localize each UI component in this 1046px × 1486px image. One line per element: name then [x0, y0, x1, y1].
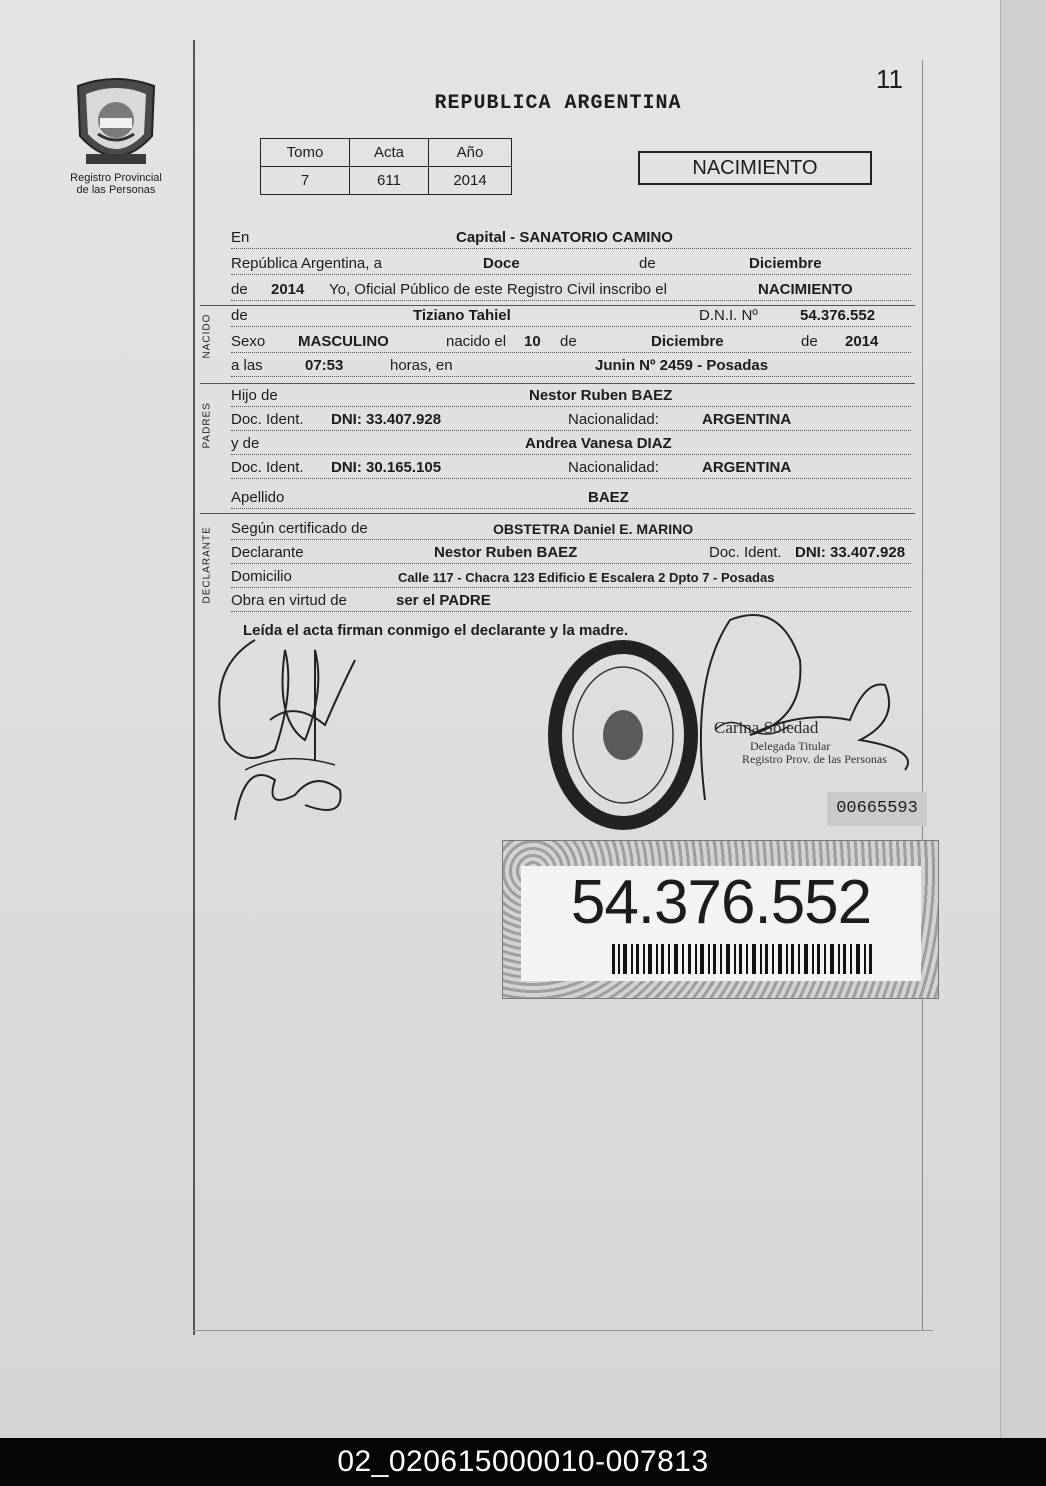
place-value: Capital - SANATORIO CAMINO — [456, 229, 673, 246]
mother-doc-line — [231, 456, 911, 479]
year-line — [231, 278, 911, 301]
child-name-value: Tiziano Tahiel — [413, 307, 511, 324]
padres-section-label: PADRES — [201, 402, 213, 449]
country-heading: REPUBLICA ARGENTINA — [434, 92, 682, 115]
birth-month-value: Diciembre — [651, 333, 724, 350]
acta-header: Acta — [350, 139, 429, 167]
year-prefix-label: de — [231, 281, 248, 298]
nacido-section-label: NACIDO — [201, 313, 213, 359]
doc-ident-label: Doc. Ident. — [231, 411, 304, 428]
name-line — [231, 304, 911, 327]
right-margin-rule — [922, 60, 923, 1330]
mother-nationality-value: ARGENTINA — [702, 459, 792, 476]
scan-footer-id: 02_020615000010-007813 — [0, 1438, 1046, 1486]
certificado-label: Según certificado de — [231, 520, 368, 537]
de-label: de — [560, 333, 577, 350]
date-line — [231, 252, 911, 275]
declarant-signature — [215, 630, 365, 830]
time-place-line — [231, 354, 911, 377]
place-line — [231, 226, 911, 249]
declarant-line — [231, 541, 911, 564]
birth-day-value: 10 — [524, 333, 541, 350]
domicilio-label: Domicilio — [231, 568, 292, 585]
nacido-label: nacido el — [446, 333, 507, 350]
mother-dni-value: DNI: 30.165.105 — [331, 459, 442, 476]
dni-sticker-panel — [521, 866, 921, 981]
official-name: Carina Soledad — [714, 718, 819, 737]
nacionalidad-label: Nacionalidad: — [568, 411, 659, 428]
oficial-text: Yo, Oficial Público de este Registro Civil inscribo el — [329, 281, 667, 298]
birth-time-value: 07:53 — [305, 357, 344, 374]
republica-label: República Argentina, a — [231, 255, 382, 272]
domicile-value: Calle 117 - Chacra 123 Edificio E Escalera 2 Dpto 7 - Posadas — [398, 570, 775, 585]
tomo-header: Tomo — [261, 139, 350, 167]
de-label: de — [639, 255, 656, 272]
surname-line — [231, 486, 911, 509]
anio-header: Año — [429, 139, 512, 167]
de-label: de — [801, 333, 818, 350]
bottom-rule — [193, 1330, 933, 1331]
official-signature — [690, 600, 920, 810]
declarant-name-value: Nestor Ruben BAEZ — [434, 544, 578, 561]
alas-label: a las — [231, 357, 263, 374]
surname-value: BAEZ — [588, 489, 629, 506]
seal-caption-line-1: Registro Provincial — [70, 172, 162, 184]
mother-line — [231, 432, 911, 455]
dni-label: D.N.I. Nº — [699, 307, 758, 324]
father-name-value: Nestor Ruben BAEZ — [529, 387, 673, 404]
acta-value: 611 — [350, 167, 429, 195]
obra-label: Obra en virtud de — [231, 592, 347, 609]
capacity-value: ser el PADRE — [396, 592, 491, 609]
declarant-dni-value: DNI: 33.407.928 — [795, 544, 906, 561]
sexo-value: MASCULINO — [298, 333, 389, 350]
father-nationality-value: ARGENTINA — [702, 411, 792, 428]
day-word-value: Doce — [483, 255, 520, 272]
apellido-label: Apellido — [231, 489, 285, 506]
year-value: 2014 — [271, 281, 305, 298]
sexo-label: Sexo — [231, 333, 266, 350]
certificate-line — [231, 517, 911, 540]
certifier-value: OBSTETRA Daniel E. MARINO — [493, 521, 694, 537]
hijo-label: Hijo de — [231, 387, 278, 404]
official-role: Delegada Titular — [750, 739, 831, 753]
official-stamp — [548, 640, 698, 835]
section-divider — [200, 513, 915, 514]
province-seal-icon — [72, 76, 160, 172]
official-registry: Registro Prov. de las Personas — [742, 752, 887, 766]
closing-statement: Leída el acta firman conmigo el declarante y la madre. — [243, 622, 629, 639]
month-value: Diciembre — [749, 255, 822, 272]
inscription-value: NACIMIENTO — [758, 281, 853, 298]
serial-number: 00665593 — [827, 792, 927, 826]
declarante-section-label: DECLARANTE — [201, 526, 213, 604]
left-margin-rule — [193, 40, 195, 1335]
tomo-value: 7 — [261, 167, 350, 195]
page-edge — [1000, 0, 1046, 1438]
father-dni-value: DNI: 33.407.928 — [331, 411, 442, 428]
birth-year-value: 2014 — [845, 333, 879, 350]
horas-label: horas, en — [390, 357, 453, 374]
dni-sticker-number: 54.376.552 — [570, 868, 872, 937]
father-doc-line — [231, 408, 911, 431]
de-label: de — [231, 307, 248, 324]
dni-sticker — [502, 840, 939, 999]
seal-caption-line-2: de las Personas — [76, 184, 156, 196]
birth-address-value: Junin Nº 2459 - Posadas — [595, 357, 769, 374]
father-line — [231, 384, 911, 407]
anio-value: 2014 — [429, 167, 512, 195]
domicile-line — [231, 565, 911, 588]
declarante-label: Declarante — [231, 544, 304, 561]
document-type-box: NACIMIENTO — [638, 151, 872, 185]
child-dni-value: 54.376.552 — [800, 307, 876, 324]
y-de-label: y de — [231, 435, 260, 452]
mother-name-value: Andrea Vanesa DIAZ — [525, 435, 672, 452]
registry-table — [260, 138, 512, 195]
doc-ident-label: Doc. Ident. — [231, 459, 304, 476]
seal-caption — [54, 172, 178, 196]
nacionalidad-label: Nacionalidad: — [568, 459, 659, 476]
doc-ident-label: Doc. Ident. — [709, 544, 782, 561]
en-label: En — [231, 229, 250, 246]
page-number: 11 — [876, 64, 903, 94]
barcode-icon — [612, 944, 872, 974]
sex-birth-line — [231, 330, 911, 353]
